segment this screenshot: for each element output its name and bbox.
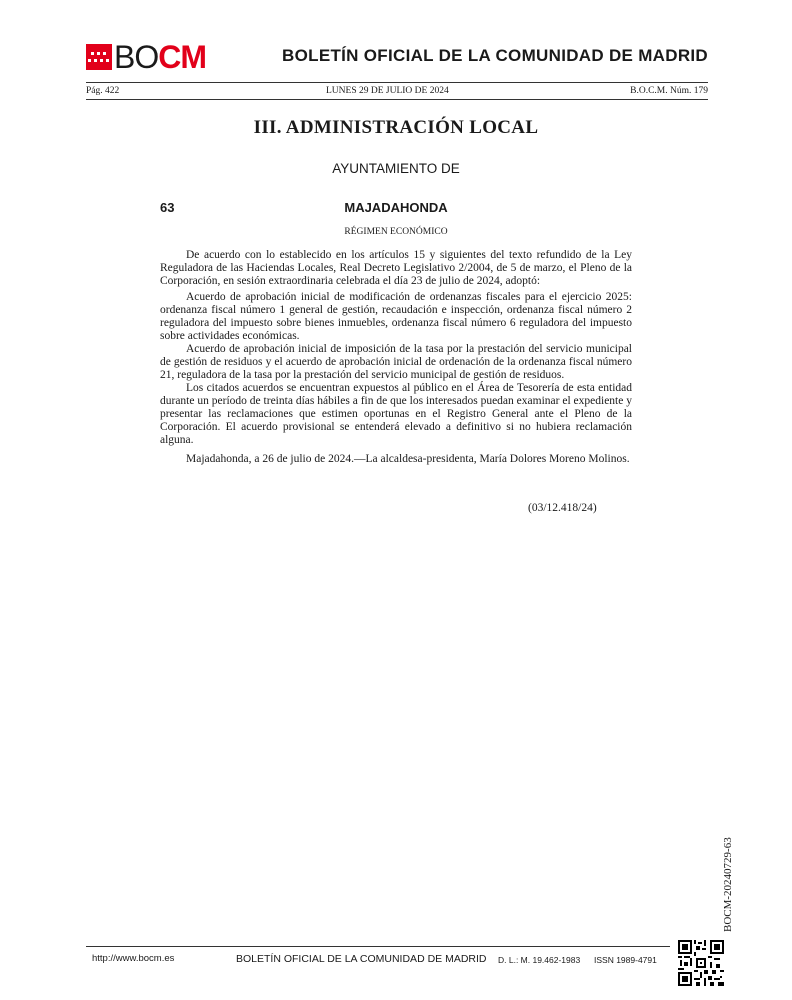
ayuntamiento-heading: AYUNTAMIENTO DE	[332, 161, 460, 176]
body-paragraph: Acuerdo de aprobación inicial de modificación de ordenanzas fiscales para el ejercicio 2025: ordenanza fiscal número 1 general de gestión, recaudación e inspección, ordenanza fiscal número 2 reguladora del impuesto sobre bienes inmuebles, ordenanza fiscal número 6 reguladora del impuesto sobre actividades económicas.	[160, 291, 632, 342]
municipality-name: MAJADAHONDA	[344, 200, 448, 215]
reference-code: (03/12.418/24)	[528, 502, 597, 514]
document-id-vertical: BOCM-20240729-63	[722, 837, 734, 932]
issn: ISSN 1989-4791	[594, 955, 657, 965]
announcement-body	[160, 249, 632, 466]
subsection-heading: RÉGIMEN ECONÓMICO	[344, 227, 448, 237]
header-rule-top	[86, 82, 708, 83]
footer-title: BOLETÍN OFICIAL DE LA COMUNIDAD DE MADRID	[236, 953, 487, 965]
legal-deposit: D. L.: M. 19.462-1983	[498, 955, 581, 965]
logo-text-cm: CM	[158, 39, 206, 75]
section-title: III. ADMINISTRACIÓN LOCAL	[253, 117, 539, 138]
issue-date: LUNES 29 DE JULIO DE 2024	[326, 86, 449, 96]
qr-code-icon	[678, 940, 724, 986]
issue-number: B.O.C.M. Núm. 179	[630, 86, 708, 96]
bocm-logo	[86, 39, 206, 75]
body-paragraph: Los citados acuerdos se encuentran expuestos al público en el Área de Tesorería de esta entidad durante un período de treinta días hábiles a fin de que los interesados puedan examinar el expediente y presentar las reclamaciones que estimen oportunas en el Registro General ante el Pleno de la Corporación. El acuerdo provisional se entenderá elevado a definitivo si no hubiera reclamación alguna.	[160, 382, 632, 446]
announcement-number: 63	[160, 200, 175, 215]
madrid-flag-icon	[86, 44, 112, 70]
signature-paragraph: Majadahonda, a 26 de julio de 2024.—La alcaldesa-presidenta, María Dolores Moreno Molinos.	[186, 453, 630, 465]
body-paragraph: De acuerdo con lo establecido en los artículos 15 y siguientes del texto refundido de la Ley Reguladora de las Haciendas Locales, Real Decreto Legislativo 2/2004, de 5 de marzo, el Pleno de la Corporación, en sesión extraordinaria celebrada el día 23 de julio de 2024, adoptó:	[160, 249, 632, 287]
footer-url-link[interactable]: http://www.bocm.es	[92, 953, 175, 964]
logo-text-bo: BO	[114, 39, 159, 75]
bulletin-title: BOLETÍN OFICIAL DE LA COMUNIDAD DE MADRID	[282, 46, 708, 65]
footer-rule	[86, 946, 670, 947]
body-paragraph: Acuerdo de aprobación inicial de imposición de la tasa por la prestación del servicio municipal de gestión de residuos y el acuerdo de aprobación inicial de ordenación de la ordenanza fiscal número 21, reguladora de la tasa por la prestación del servicio municipal de gestión de residuos.	[160, 343, 632, 381]
page-number: Pág. 422	[86, 86, 120, 96]
header-rule-bottom	[86, 99, 708, 100]
